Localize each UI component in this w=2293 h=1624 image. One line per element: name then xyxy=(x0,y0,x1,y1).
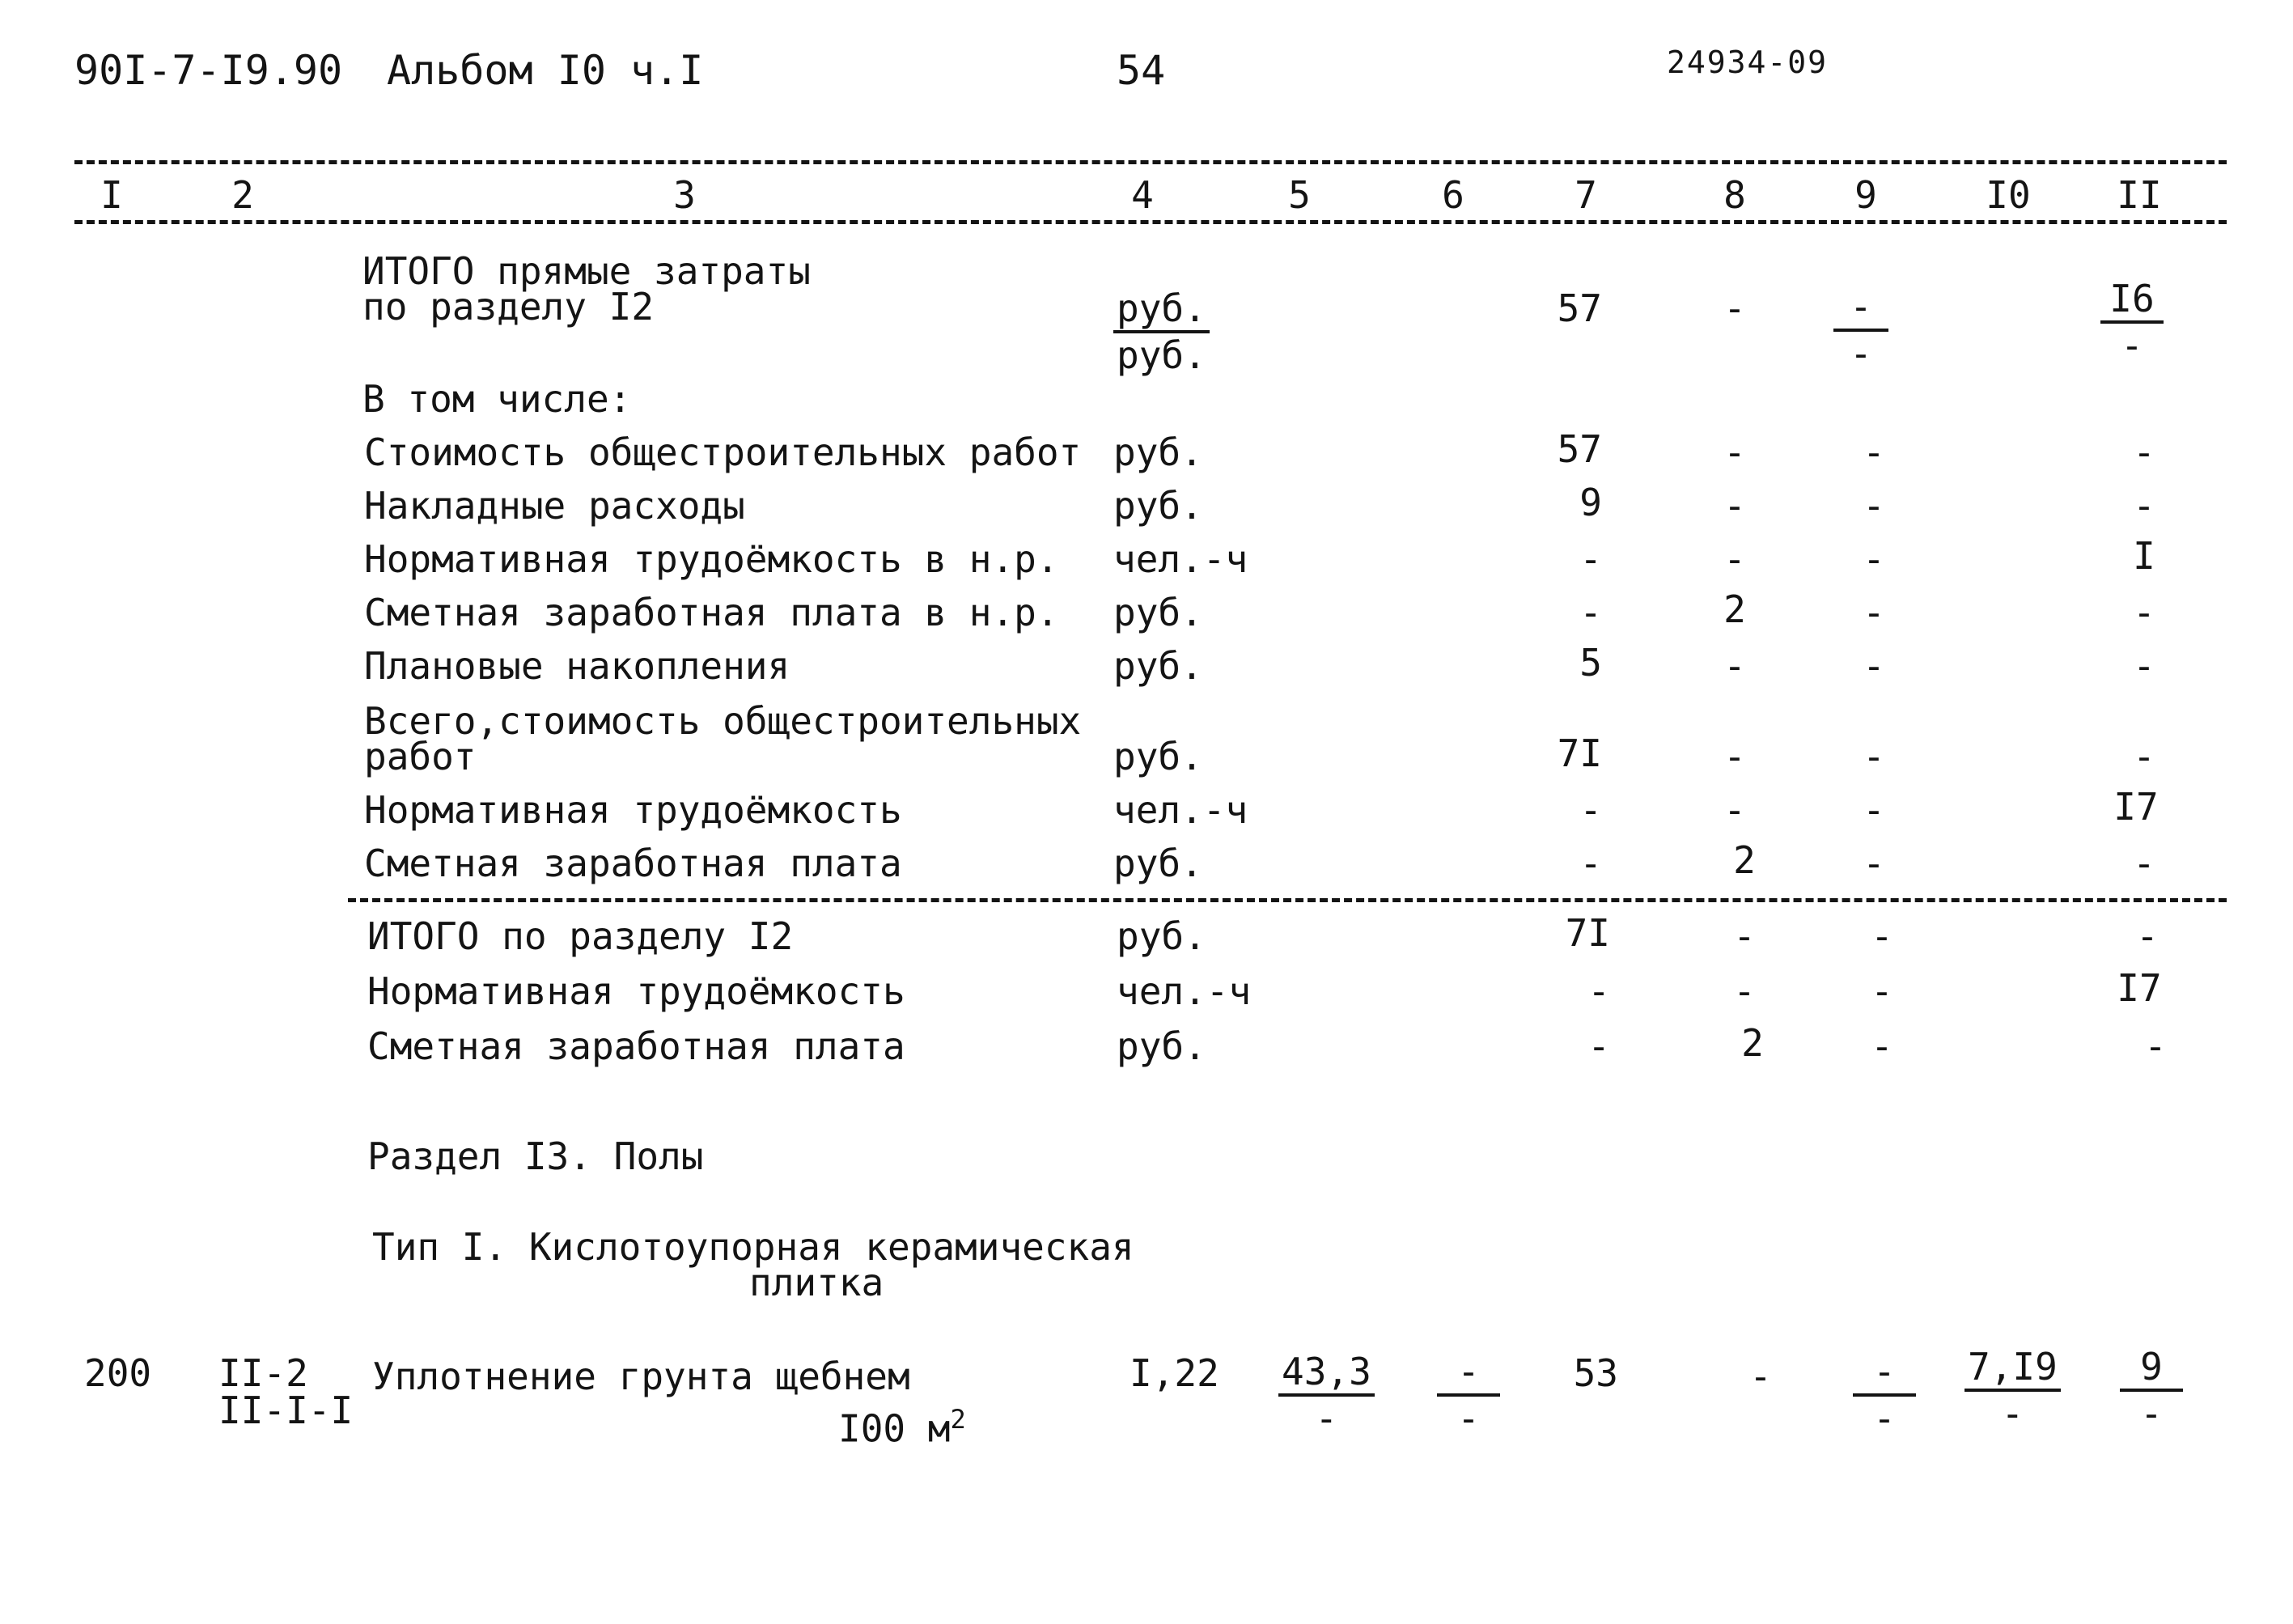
row-c8: - xyxy=(1723,735,1746,778)
row-c8: - xyxy=(1723,484,1746,528)
row-name: Стоимость общестроительных работ xyxy=(364,430,1082,474)
summary-c8: - xyxy=(1723,286,1746,330)
row-c9: - xyxy=(1863,591,1885,634)
row-c11: - xyxy=(2133,430,2155,474)
total-row-unit: чел.-ч xyxy=(1117,969,1252,1013)
row-unit: руб. xyxy=(1113,644,1203,688)
row-c11: I xyxy=(2133,534,2155,578)
row-c9: - xyxy=(1863,644,1885,688)
row-unit: руб. xyxy=(1113,484,1203,528)
item-c10-numerator: 7,I9 xyxy=(1965,1348,2061,1392)
total-row-c7: - xyxy=(1587,969,1610,1013)
item-c9-denominator: - xyxy=(1873,1397,1896,1440)
summary-c11-numerator: I6 xyxy=(2100,280,2164,324)
summary-unit-denominator: руб. xyxy=(1117,333,1206,377)
row-c9: - xyxy=(1863,842,1885,885)
summary-unit-fraction xyxy=(1113,286,1210,377)
row-name-line1: Всего,стоимость общестроительных xyxy=(364,699,1082,743)
row-name: Плановые накопления xyxy=(364,644,790,688)
header-rule-top xyxy=(74,160,2227,164)
row-c8: 2 xyxy=(1723,587,1746,631)
total-row-c9: - xyxy=(1871,969,1893,1013)
total-row-name: ИТОГО по разделу I2 xyxy=(367,914,794,958)
item-c7: 53 xyxy=(1573,1351,1618,1395)
item-c6-fraction xyxy=(1437,1350,1500,1440)
col-header-5: 5 xyxy=(1288,173,1311,217)
row-c7: 7I xyxy=(1557,731,1602,775)
row-unit: руб. xyxy=(1113,591,1203,634)
col-header-7: 7 xyxy=(1575,173,1597,217)
item-number: 200 xyxy=(84,1351,152,1395)
item-c5-numerator: 43,3 xyxy=(1278,1353,1375,1397)
row-c11: - xyxy=(2133,591,2155,634)
row-c11: - xyxy=(2133,735,2155,778)
total-row-c9: - xyxy=(1871,1024,1893,1068)
totals-rule xyxy=(348,898,2227,902)
item-unit xyxy=(838,1404,966,1451)
item-c6-denominator: - xyxy=(1457,1397,1480,1440)
total-row-c7: 7I xyxy=(1565,911,1610,955)
item-c4: I,22 xyxy=(1130,1351,1219,1395)
row-c8: 2 xyxy=(1733,838,1756,882)
col-header-2: 2 xyxy=(231,173,254,217)
floor-type-line1: Тип I. Кислотоупорная керамическая xyxy=(372,1225,1134,1269)
total-row-name: Нормативная трудоёмкость xyxy=(367,969,905,1013)
album-label: Альбом I0 ч.I xyxy=(387,47,704,94)
item-code-line1: II-2 xyxy=(218,1351,308,1395)
row-c8: - xyxy=(1723,644,1746,688)
including-label: В том числе: xyxy=(362,377,632,421)
item-c8: - xyxy=(1749,1355,1772,1398)
item-name: Уплотнение грунта щебнем xyxy=(372,1355,910,1398)
total-row-unit: руб. xyxy=(1117,1024,1206,1068)
floor-type-line2: плитка xyxy=(749,1261,884,1304)
row-name: Сметная заработная плата xyxy=(364,842,902,885)
col-header-11: II xyxy=(2117,173,2162,217)
item-c5-fraction xyxy=(1278,1350,1375,1440)
row-c8: - xyxy=(1723,430,1746,474)
item-c11-denominator: - xyxy=(2140,1392,2163,1435)
row-name: Сметная заработная плата в н.р. xyxy=(364,591,1059,634)
total-row-c11: - xyxy=(2144,1024,2167,1068)
document-code: 90I-7-I9.90 xyxy=(74,47,343,94)
section-title: Раздел I3. Полы xyxy=(367,1134,704,1178)
row-name: Накладные расходы xyxy=(364,484,745,528)
row-c8: - xyxy=(1723,537,1746,581)
total-row-c9: - xyxy=(1871,914,1893,958)
col-header-1: I xyxy=(100,173,123,217)
row-c9: - xyxy=(1863,788,1885,832)
row-name-line2: работ xyxy=(364,735,477,778)
item-c9-numerator: - xyxy=(1853,1353,1916,1397)
row-c9: - xyxy=(1863,484,1885,528)
row-c9: - xyxy=(1863,735,1885,778)
row-c7: - xyxy=(1579,842,1602,885)
row-c7: - xyxy=(1579,537,1602,581)
col-header-8: 8 xyxy=(1723,173,1746,217)
total-row-c8: - xyxy=(1733,914,1756,958)
total-row-c11: - xyxy=(2136,914,2159,958)
item-c10-denominator: - xyxy=(2001,1392,2024,1435)
row-c11: - xyxy=(2133,644,2155,688)
row-c7: - xyxy=(1579,788,1602,832)
item-c5-denominator: - xyxy=(1315,1397,1338,1440)
item-unit-base: I00 м xyxy=(838,1406,951,1451)
summary-c9-denominator: - xyxy=(1850,332,1872,375)
row-c8: - xyxy=(1723,788,1746,832)
row-unit: руб. xyxy=(1113,735,1203,778)
summary-c9-fraction xyxy=(1833,285,1888,375)
summary-title-line2: по разделу I2 xyxy=(362,285,655,329)
total-row-c8: 2 xyxy=(1741,1021,1764,1065)
summary-c11-denominator: - xyxy=(2121,324,2143,367)
item-c10-fraction xyxy=(1965,1345,2061,1435)
summary-c11-fraction xyxy=(2100,277,2164,367)
total-row-c8: - xyxy=(1733,969,1756,1013)
row-c7: - xyxy=(1579,591,1602,634)
row-c7: 5 xyxy=(1579,641,1602,685)
total-row-unit: руб. xyxy=(1117,914,1206,958)
total-row-name: Сметная заработная плата xyxy=(367,1024,905,1068)
item-c11-fraction xyxy=(2120,1345,2183,1435)
col-header-9: 9 xyxy=(1854,173,1877,217)
row-unit: чел.-ч xyxy=(1113,537,1248,581)
total-row-c11: I7 xyxy=(2117,966,2162,1010)
row-c11: - xyxy=(2133,484,2155,528)
item-code-line2: II-I-I xyxy=(218,1389,354,1432)
row-c7: 57 xyxy=(1557,427,1602,471)
item-unit-exponent: 2 xyxy=(950,1404,966,1435)
item-c11-numerator: 9 xyxy=(2120,1348,2183,1392)
total-row-c7: - xyxy=(1587,1024,1610,1068)
item-c6-numerator: - xyxy=(1437,1353,1500,1397)
row-unit: чел.-ч xyxy=(1113,788,1248,832)
row-c9: - xyxy=(1863,430,1885,474)
row-c7: 9 xyxy=(1579,481,1602,524)
item-c9-fraction xyxy=(1853,1350,1916,1440)
row-unit: руб. xyxy=(1113,842,1203,885)
row-c11: - xyxy=(2133,842,2155,885)
summary-title-line1: ИТОГО прямые затраты xyxy=(362,249,811,293)
col-header-4: 4 xyxy=(1131,173,1154,217)
header-rule-bottom xyxy=(74,220,2227,224)
row-name: Нормативная трудоёмкость в н.р. xyxy=(364,537,1059,581)
summary-c9-numerator: - xyxy=(1833,288,1888,332)
inventory-stamp: 24934-09 xyxy=(1667,45,1829,80)
page-number: 54 xyxy=(1117,47,1166,94)
col-header-6: 6 xyxy=(1442,173,1464,217)
col-header-10: I0 xyxy=(1986,173,2031,217)
row-c11: I7 xyxy=(2113,785,2159,829)
row-name: Нормативная трудоёмкость xyxy=(364,788,902,832)
row-c9: - xyxy=(1863,537,1885,581)
col-header-3: 3 xyxy=(673,173,696,217)
row-unit: руб. xyxy=(1113,430,1203,474)
summary-c7: 57 xyxy=(1557,286,1602,330)
summary-unit-numerator: руб. xyxy=(1113,290,1210,333)
